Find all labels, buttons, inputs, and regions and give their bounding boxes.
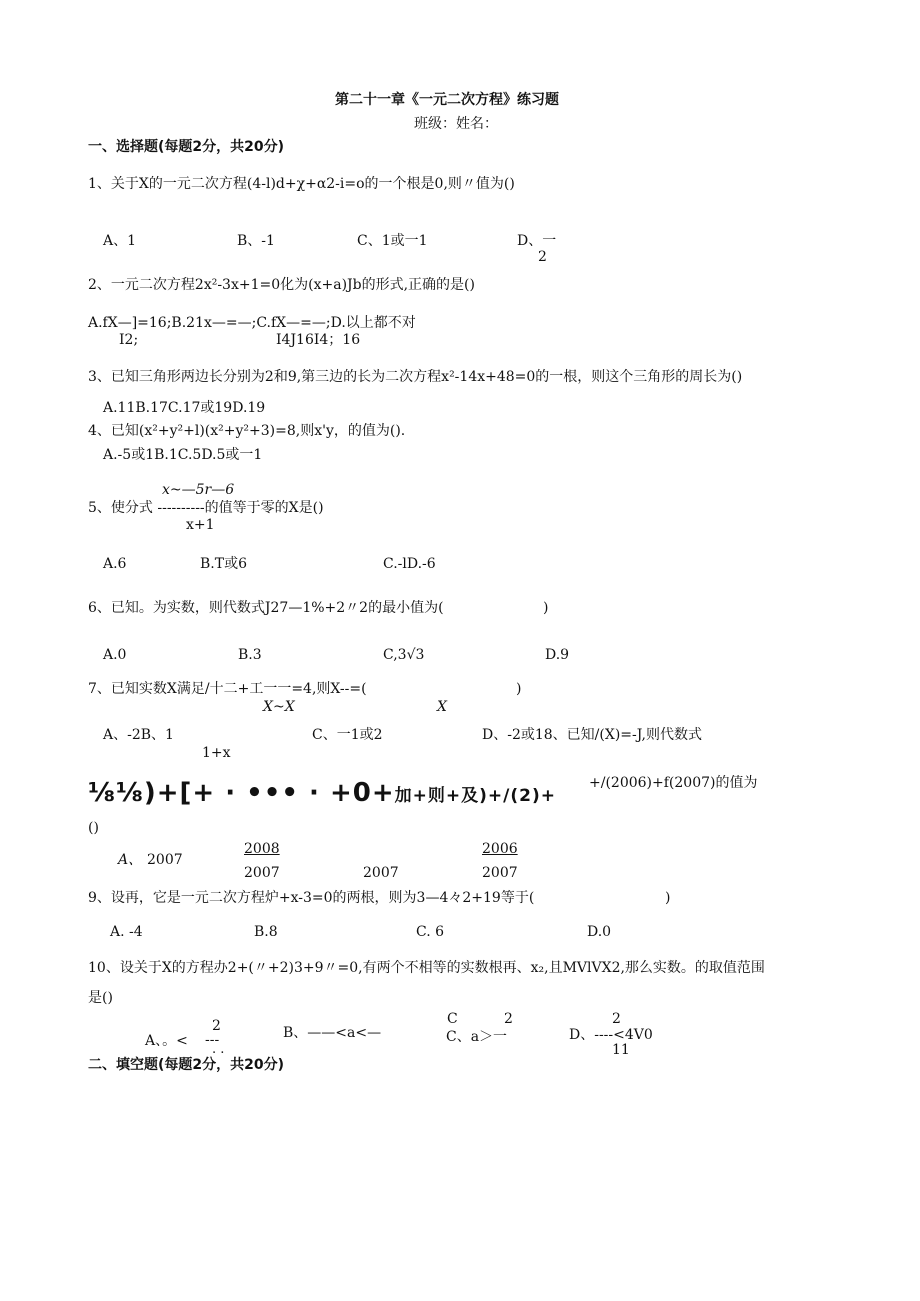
q8-option-b-denominator: 2007: [244, 865, 280, 881]
q8-expression-right: +/(2006)+f(2007)的值为: [589, 775, 758, 791]
q1-option-d-denominator: 2: [538, 249, 547, 265]
q8-expression-tail: 加+则+及)+/(2)+: [394, 786, 556, 806]
q9-option-c: C. 6: [416, 924, 445, 940]
q8-option-b-numerator: 2008: [244, 841, 280, 857]
q6-stem: 6、已知。为实数，则代数式J27—1%+2〃2的最小值为(: [88, 600, 444, 616]
section2-heading: 二、填空题(每题2分，共20分): [88, 1057, 285, 1073]
q5-option-b: B.T或6: [200, 556, 247, 572]
q7-close-paren: ): [516, 681, 522, 697]
q1-option-a: A、1: [103, 233, 137, 249]
q6-option-c: C,3√3: [383, 647, 425, 663]
q10-stem: 10、设关于X的方程办2+(〃+2)3+9〃=0,有两个不相等的实数根再、x₂,且MVlVX2,那么实数。的取值范围: [88, 960, 765, 976]
q10-option-a-denominator: ---: [205, 1032, 220, 1048]
q10-option-d-numerator: 2: [612, 1011, 621, 1027]
q7-option-c: C、一1或2: [312, 727, 383, 743]
q7-option-a-subscript: 1+x: [202, 745, 231, 761]
q5-numerator: x~—5r—6: [162, 482, 235, 498]
q9-option-a: A. -4: [110, 924, 143, 940]
page-title: 第二十一章《一元二次方程》练习题: [335, 92, 559, 108]
q9-stem: 9、设再，它是一元二次方程炉+x-3=0的两根，则为3—4々2+19等于(: [88, 890, 535, 906]
q10-option-a-dots: . .: [212, 1042, 225, 1057]
q8-option-a-label: A、: [118, 852, 143, 868]
q8-option-d-numerator: 2006: [482, 841, 518, 857]
q5-stem: 5、使分式 ----------的值等于零的X是(): [88, 500, 324, 516]
q7-subscript-2: X: [437, 699, 447, 715]
section1-heading: 一、选择题(每题2分，共20分): [88, 139, 285, 155]
q2-subscript-1: I2;: [119, 332, 139, 348]
q10-option-a: A、。<: [145, 1033, 188, 1049]
q4-options: A.-5或1B.1C.5D.5或一1: [103, 447, 263, 463]
q6-option-d: D.9: [545, 647, 570, 663]
q2-subscript-2: I4J16I4；16: [276, 332, 361, 348]
q5-option-c: C.-lD.-6: [383, 556, 436, 572]
q8-paren: (): [88, 820, 99, 836]
q10-option-c-top: C: [447, 1011, 458, 1027]
q9-option-d: D.0: [587, 924, 612, 940]
q8-option-c-value: 2007: [363, 865, 399, 881]
q7-option-d: D、-2或18、已知/(X)=-J,则代数式: [482, 727, 702, 743]
q8-option-d-denominator: 2007: [482, 865, 518, 881]
q1-option-c: C、1或一1: [357, 233, 428, 249]
q5-denominator: x+1: [186, 517, 215, 533]
q1-option-d: D、一: [517, 233, 557, 249]
q10-option-c: C、a＞一: [446, 1029, 508, 1043]
q9-close-paren: ): [665, 890, 671, 906]
q1-option-b: B、-1: [237, 233, 275, 249]
q10-option-d-denominator: 11: [612, 1042, 630, 1058]
q4-stem: 4、已知(x²+y²+l)(x²+y²+3)=8,则x'y，的值为().: [88, 423, 406, 439]
q1-stem: 1、关于X的一元二次方程(4-l)d+χ+α2-i=o的一个根是0,则〃值为(): [88, 176, 515, 192]
q10-option-b: B、——<a<—: [283, 1025, 382, 1041]
q2-stem: 2、一元二次方程2x²-3x+1=0化为(x+a)Jb的形式,正确的是(): [88, 277, 475, 293]
class-name-line: 班级：姓名：: [414, 116, 498, 132]
q6-option-b: B.3: [238, 647, 262, 663]
q9-option-b: B.8: [254, 924, 278, 940]
q10-option-a-numerator: 2: [212, 1018, 221, 1034]
q8-expression-large: ⅛⅛)+[+ · ••• · +0+: [88, 778, 395, 808]
q3-stem: 3、已知三角形两边长分别为2和9,第三边的长为二次方程x²-14x+48=0的一根，则这个三角形的周长为(): [88, 369, 743, 385]
q8-expression: [88, 778, 556, 809]
q7-subscript-1: X~X: [263, 699, 295, 715]
q6-close-paren: ): [543, 600, 549, 616]
q5-option-a: A.6: [103, 556, 127, 572]
q6-option-a: A.0: [103, 647, 127, 663]
q3-options: A.11B.17C.17或19D.19: [103, 400, 266, 416]
q7-stem: 7、已知实数X满足/十二+工一一=4,则X--=(: [88, 681, 367, 697]
q8-option-a-value: 2007: [147, 852, 183, 868]
q2-options: A.fX—]=16;B.21x—=—;C.fX—=—;D.以上都不对: [88, 315, 416, 331]
q10-option-c-numerator: 2: [504, 1011, 513, 1027]
q10-option-d: D、----<4V0: [569, 1027, 653, 1043]
q10-stem-cont: 是(): [88, 990, 113, 1006]
q7-option-a: A、-2B、1: [103, 727, 174, 743]
